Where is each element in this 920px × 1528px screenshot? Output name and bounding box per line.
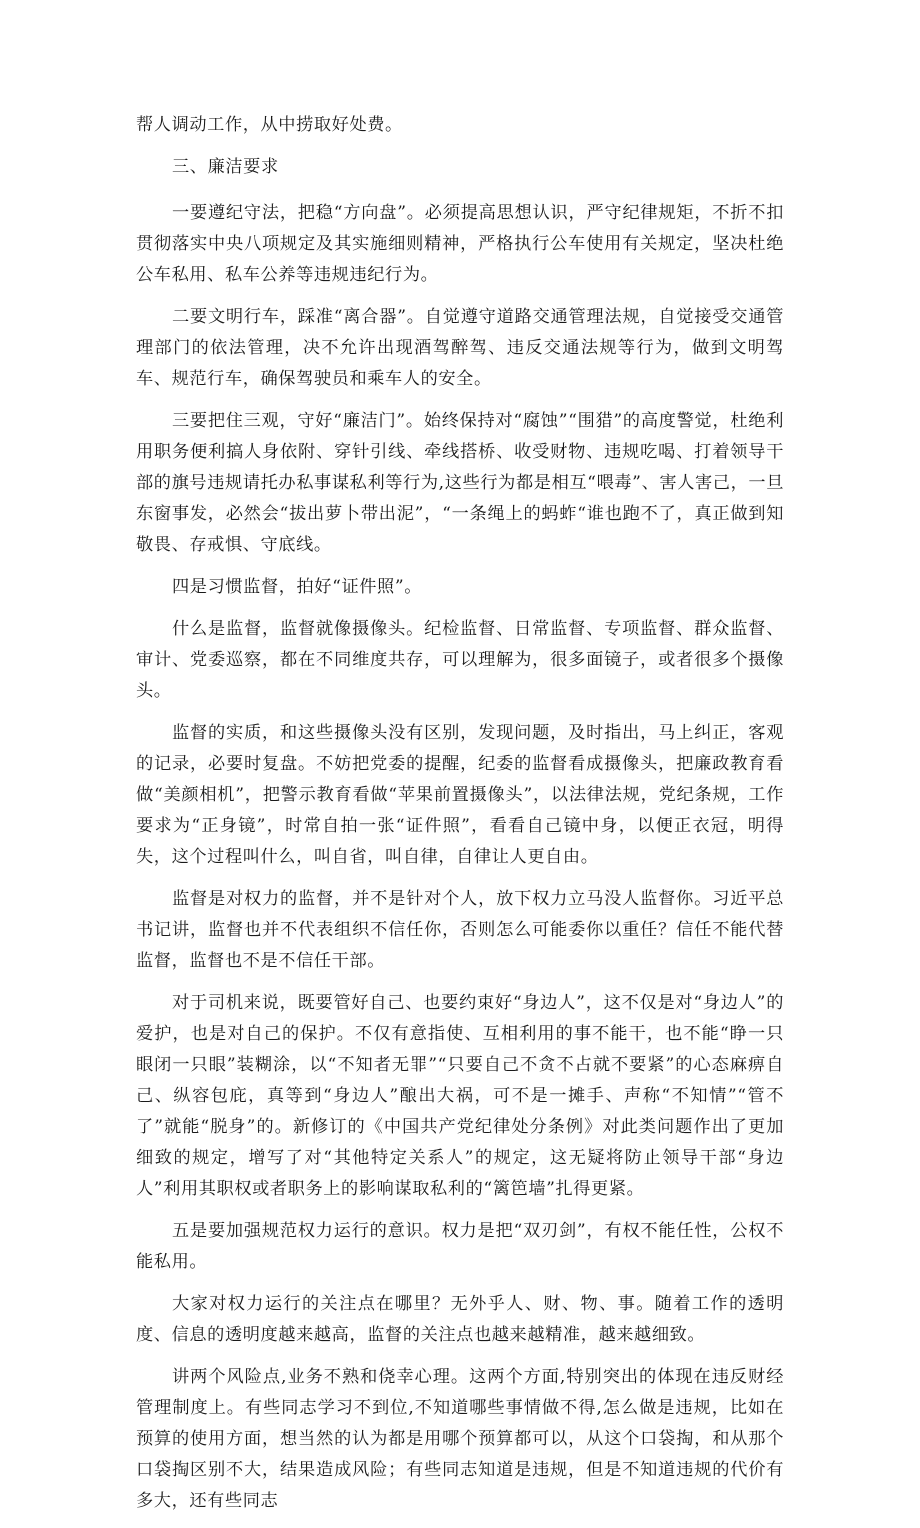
paragraph-abide-by-discipline: 一要遵纪守法，把稳“方向盘”。必须提高思想认识，严守纪律规矩，不折不扣贯彻落实中央八项规定及其实施细则精神，严格执行公车使用有关规定，坚决杜绝公车私用、私车公养等违规违纪行为。 <box>136 203 784 285</box>
paragraph-civilized-driving: 二要文明行车，踩准“离合器”。自觉遵守道路交通管理法规，自觉接受交通管理部门的依法管理，决不允许出现酒驾醉驾、违反交通法规等行为，做到文明驾车、规范行车，确保驾驶员和乘车人的安全。 <box>136 307 784 389</box>
paragraph-focus-of-power: 大家对权力运行的关注点在哪里？无外乎人、财、物、事。随着工作的透明度、信息的透明度越来越高，监督的关注点也越来越精准，越来越细致。 <box>136 1294 784 1345</box>
paragraph-drivers-and-close-people: 对于司机来说，既要管好自己、也要约束好“身边人”，这不仅是对“身边人”的爱护，也是对自己的保护。不仅有意指使、互相利用的事不能干，也不能“睁一只眼闭一只眼”装糊涂，以“不知者无罪”“只要自己不贪不占就不要紧”的心态麻痹自己、纵容包庇，真等到“身边人”酿出大祸，可不是一摊手、声称“不知情”“管不了”就能“脱身”的。新修订的《中国共产党纪律处分条例》对此类问题作出了更加细致的规定，增写了对“其他特定关系人”的规定，这无疑将防止领导干部“身边人”利用其职权或者职务上的影响谋取私利的“篱笆墙”扎得更紧。 <box>136 993 784 1199</box>
paragraph-regulate-power: 五是要加强规范权力运行的意识。权力是把“双刃剑”，有权不能任性，公权不能私用。 <box>136 1221 784 1272</box>
section-heading-integrity-requirements: 三、廉洁要求 <box>172 157 279 177</box>
paragraph-essence-of-supervision: 监督的实质，和这些摄像头没有区别，发现问题，及时指出，马上纠正，客观的记录，必要时复盘。不妨把党委的提醒，纪委的监督看成摄像头，把廉政教育看做“美颜相机”，把警示教育看做“苹果前置摄像头”，以法律法规，党纪条规，工作要求为“正身镜”，时常自拍一张“证件照”，看看自己镜中身，以便正衣冠，明得失，这个过程叫什么，叫自省，叫自律，自律让人更自由。 <box>136 723 784 867</box>
paragraph-guard-integrity-gate: 三要把住三观，守好“廉洁门”。始终保持对“腐蚀”“围猎”的高度警觉，杜绝利用职务便利搞人身依附、穿针引线、牵线搭桥、收受财物、违规吃喝、打着领导干部的旗号违规请托办私事谋私利等行为,这些行为都是相互“喂毒”、害人害己，一旦东窗事发，必然会“拔出萝卜带出泥”，“一条绳上的蚂蚱“谁也跑不了，真正做到知敬畏、存戒惧、守底线。 <box>136 411 784 555</box>
paragraph-what-is-supervision: 什么是监督，监督就像摄像头。纪检监督、日常监督、专项监督、群众监督、审计、党委巡察，都在不同维度共存，可以理解为，很多面镜子，或者很多个摄像头。 <box>136 619 784 701</box>
paragraph-accept-supervision-heading: 四是习惯监督，拍好“证件照”。 <box>172 577 423 597</box>
paragraph-two-risk-points: 讲两个风险点,业务不熟和侥幸心理。这两个方面,特别突出的体现在违反财经管理制度上。有些同志学习不到位,不知道哪些事情做不得,怎么做是违规，比如在预算的使用方面，想当然的认为都是用哪个预算都可以，从这个口袋掏，和从那个口袋掏区别不大，结果造成风险；有些同志知道是违规，但是不知道违规的代价有多大，还有些同志 <box>136 1367 784 1511</box>
document-page <box>136 110 784 1528</box>
paragraph-continuation: 帮人调动工作，从中捞取好处费。 <box>136 115 403 135</box>
paragraph-supervision-of-power: 监督是对权力的监督，并不是针对个人，放下权力立马没人监督你。习近平总书记讲，监督也并不代表组织不信任你，否则怎么可能委你以重任？信任不能代替监督，监督也不是不信任干部。 <box>136 889 784 971</box>
